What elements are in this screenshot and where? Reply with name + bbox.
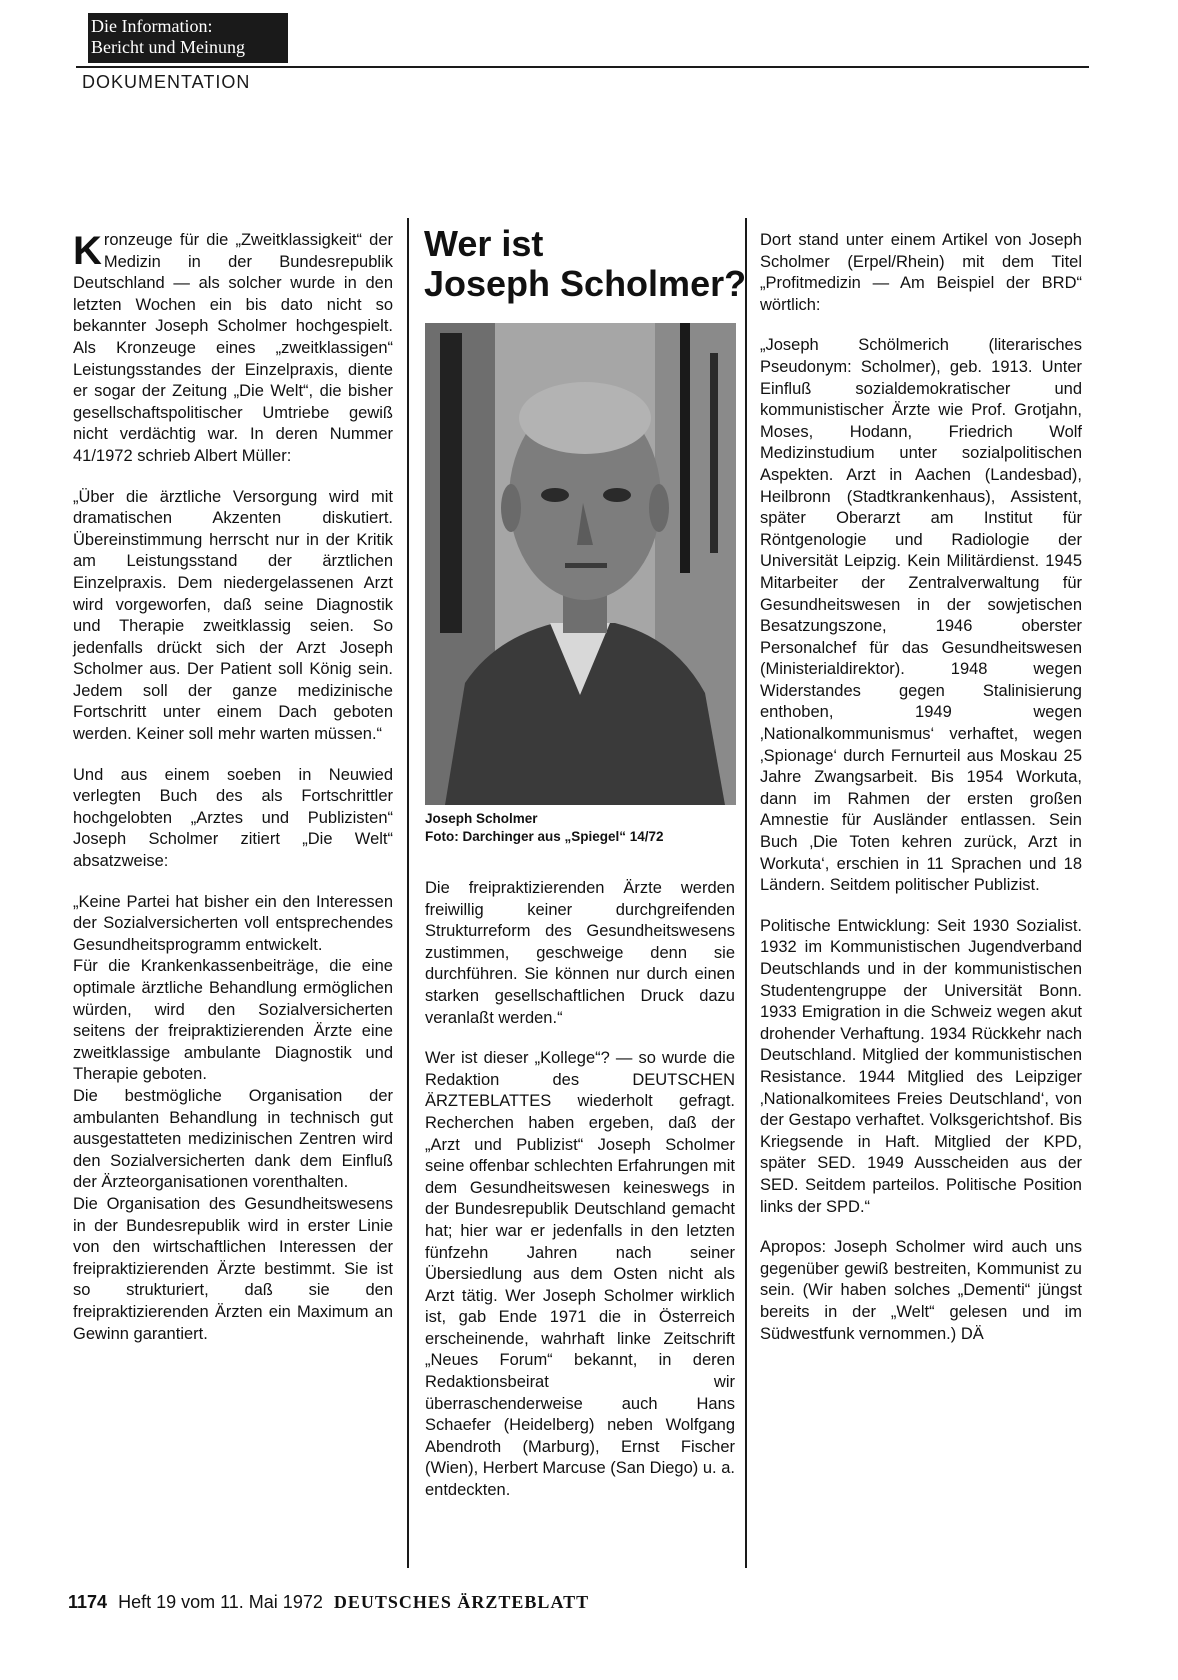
caption-credit: Foto: Darchinger aus „Spiegel“ 14/72 [425, 829, 664, 844]
col2-paragraph: Die freipraktizierenden Ärzte werden freiwillig keiner durchgreifenden Strukturreform des Gesundheitswesens zustimmen, geschweige denn sie durchführen. Sie können nur durch einen starken gesellschaftlichen Druck dazu veranlaßt werden.“ [425, 879, 735, 1027]
col1-paragraph: Die bestmögliche Organisation der ambulanten Behandlung in technisch gut ausgestatteten medizinischen Zentren wird den Sozialversicherten dank dem Einfluß der Ärzteorganisationen vorenthalten. [73, 1086, 393, 1192]
masthead-line-2: Bericht und Meinung [91, 37, 245, 57]
col3-paragraph: „Joseph Schölmerich (literarisches Pseudonym: Scholmer), geb. 1913. Unter Einfluß sozialdemokratischer und kommunistischer Ärzte wie Prof. Grotjahn, Moses, Hodann, Friedrich Wolf Medizinstudium unter sozialpolitischen Aspekten. Arzt in Aachen (Landesbad), Heilbronn (Stadtkrankenhaus), Assistent, später Oberarzt am Institut für Röntgenologie und Radiologie der Universität Leipzig. Kein Militärdienst. 1945 Mitarbeiter der Zentralverwaltung für Gesundheitswesen in der sowjetischen Besatzungszone, 1946 oberster Personalchef für das Gesundheitswesen (Ministerialdirektor). 1948 wegen Widerstandes gegen Stalinisierung enthoben, 1949 wegen ‚Nationalkommunismus‘ verhaftet, wegen ‚Spionage‘ durch Fernurteil aus Moskau 25 Jahre Zwangsarbeit. Bis 1954 Workuta, dann im Rahmen der ersten großen Amnestie für Ausländer entlassen. Sein Buch ‚Die Toten kehren zurück, Arzt in Workuta‘, erschien in 11 Sprachen und 18 Ländern. Seitdem politischer Publizist. [760, 336, 1082, 895]
col1-paragraph: ronzeuge für die „Zweitklassigkeit“ der Medizin in der Bundesrepublik Deutschland — als solcher wurde in den letzten Wochen ein bis dato nicht so bekannter Joseph Scholmer hochgespielt. Als Kronzeuge eines „zweitklassigen“ Leistungsstandes der Einzelpraxis, diente er sogar der Zeitung „Die Welt“, die bisher gesellschaftspolitischer Umtriebe gewiß nicht verdächtig war. In deren Nummer 41/1972 schrieb Albert Müller: [73, 231, 393, 465]
article-column-1 [73, 230, 393, 1345]
col1-paragraph: „Über die ärztliche Versorgung wird mit dramatischen Akzenten diskutiert. Übereinstimmung herrscht nur in der Kritik am Leistungsstand der ärztlichen Einzelpraxis. Dem niedergelassenen Arzt wird vorgeworfen, daß seine Diagnostik und Therapie zweitklassig seien. So jedenfalls drückt sich der Arzt Joseph Scholmer aus. Der Patient soll König sein. Jedem soll der ganze medizinische Fortschritt unter einem Dach geboten werden. Keiner soll mehr warten müssen.“ [73, 487, 393, 744]
portrait-photo [425, 323, 736, 805]
article-column-3 [760, 230, 1082, 1364]
header-rule [76, 66, 1089, 68]
page-footer [68, 1592, 589, 1613]
article-headline [424, 224, 754, 304]
column-divider [407, 218, 409, 1568]
masthead-label [88, 13, 288, 63]
headline-line-1: Wer ist [424, 223, 544, 264]
photo-caption [425, 810, 745, 846]
caption-name: Joseph Scholmer [425, 811, 538, 826]
col1-paragraph: „Keine Partei hat bisher ein den Interessen der Sozialversicherten voll entsprechendes Gesundheitsprogramm entwickelt. [73, 892, 393, 954]
drop-cap: K [73, 229, 102, 273]
journal-name: DEUTSCHES ÄRZTEBLATT [333, 1592, 590, 1612]
article-column-2 [425, 878, 735, 1521]
section-label: DOKUMENTATION [82, 72, 251, 92]
issue-info: Heft 19 vom 11. Mai 1972 [118, 1592, 323, 1612]
masthead-line-1: Die Information: [91, 16, 213, 36]
col1-paragraph: Und aus einem soeben in Neuwied verlegten Buch des als Fortschrittler hochgelobten „Arztes und Publizisten“ Joseph Scholmer zitiert „Die Welt“ absatzweise: [73, 765, 393, 871]
portrait-illustration [425, 323, 736, 805]
col1-paragraph: Für die Krankenkassenbeiträge, die eine optimale ärztliche Behandlung ermöglichen würden, wird den Sozialversicherten seitens der freipraktizierenden Ärzte eine zweitklassige ambulante Diagnostik und Therapie geboten. [73, 957, 393, 1084]
column-divider [745, 218, 747, 1568]
headline-line-2: Joseph Scholmer? [424, 263, 747, 304]
page-number: 1174 [68, 1592, 108, 1612]
col3-paragraph: Dort stand unter einem Artikel von Joseph Scholmer (Erpel/Rhein) mit dem Titel „Profitmedizin — Am Beispiel der BRD“ wörtlich: [760, 231, 1082, 314]
col1-paragraph: Die Organisation des Gesundheitswesens in der Bundesrepublik wird in erster Linie von den wirtschaftlichen Interessen der freipraktizierenden Ärzte bestimmt. Sie ist so strukturiert, daß sie den freipraktizierenden Ärzten ein Maximum an Gewinn garantiert. [73, 1194, 393, 1343]
col2-paragraph: Wer ist dieser „Kollege“? — so wurde die Redaktion des DEUTSCHEN ÄRZTEBLATTES wiederholt gefragt. Recherchen haben ergeben, daß der „Arzt und Publizist“ Joseph Scholmer seine offenbar schlechten Erfahrungen mit dem Gesundheitswesen keineswegs in der Bundesrepublik Deutschland gemacht hat; hier war er jedenfalls in den letzten fünfzehn Jahren nach seiner Übersiedlung aus dem Osten nicht als Arzt tätig. Wer Joseph Scholmer wirklich ist, gab Ende 1971 die in Österreich erscheinende, wahrhaft linke Zeitschrift „Neues Forum“ bekannt, in deren Redaktionsbeirat wir überraschenderweise auch Hans Schaefer (Heidelberg) neben Wolfgang Abendroth (Marburg), Ernst Fischer (Wien), Herbert Marcuse (San Diego) u. a. entdeckten. [425, 1049, 735, 1500]
col3-paragraph: Politische Entwicklung: Seit 1930 Sozialist. 1932 im Kommunistischen Jugendverband Deutschlands und in der kommunistischen Studentengruppe der Universität Bonn. 1933 Emigration in die Schweiz wegen akut drohender Verhaftung. 1934 Rückkehr nach Deutschland. Mitglied der kommunistischen Resistance. 1944 Mitglied des Leipziger ‚Nationalkomitees Freies Deutschland‘, von der Gestapo verhaftet. Volksgerichtshof. Bis Kriegsende in Haft. Mitglied der KPD, später SED. 1949 Ausscheiden aus der SED. Seitdem parteilos. Politische Position links der SPD.“ [760, 916, 1082, 1216]
col3-paragraph: Apropos: Joseph Scholmer wird auch uns gegenüber gewiß bestreiten, Kommunist zu sein. (Wir haben solches „Dementi“ jüngst bereits in der „Welt“ gelesen und im Südwestfunk vernommen.) DÄ [760, 1238, 1082, 1343]
